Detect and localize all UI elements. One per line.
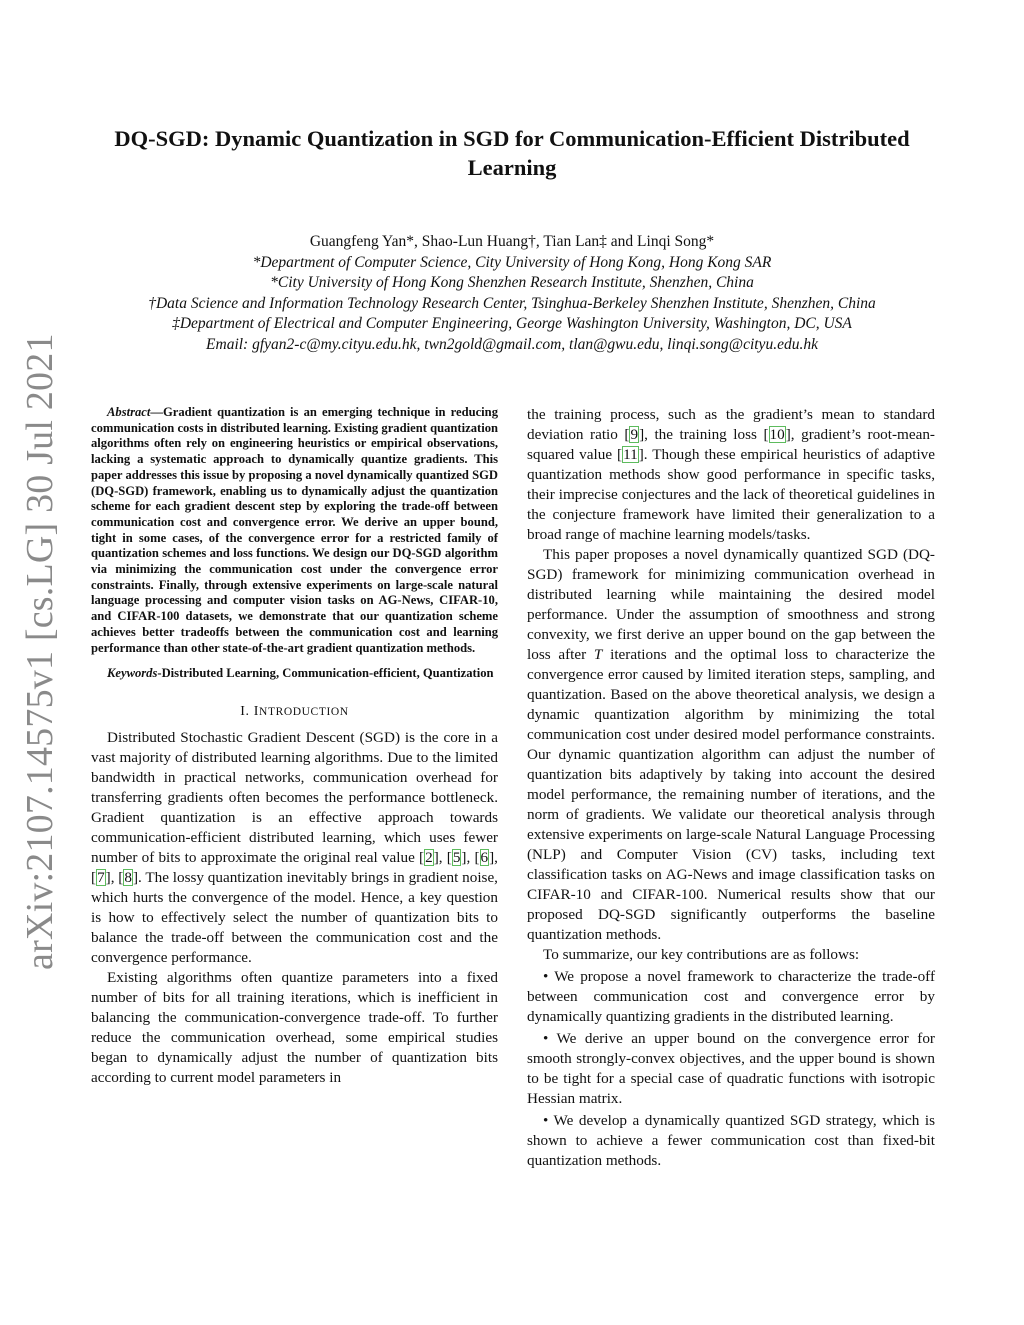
- citation-link[interactable]: 5: [452, 848, 461, 866]
- contribution-bullet: • We propose a novel framework to characterize the trade-off between communication cost and convergence error by dynamically quantizing gradients in the distributed learning.: [527, 968, 935, 1025]
- citation-link[interactable]: 7: [97, 868, 105, 886]
- intro-paragraph-2-cont: the training process, such as the gradient’s mean to standard deviation ratio [9], the training loss [10], gradient’s root-mean-squared value [11]. Though these empirical heuristics of adaptive quantization methods show good performance in specific tasks, their imprecise conjectures and the lack of theoretical guidelines in the conjecture framework have limited their generalization to a broad range of machine learning models/tasks.: [527, 406, 935, 543]
- right-column: [527, 405, 935, 1171]
- citation-link[interactable]: 10: [769, 426, 785, 443]
- section-heading-introduction: [91, 702, 498, 722]
- intro-paragraph-3: [527, 545, 935, 945]
- rp1-b: iterations and the optimal loss to characterize the convergence error caused by limited iteration steps, sampling, and quantization. Based on the above theoretical analysis, we design a dynamic quantization algorithm by minimizing the total communication cost under desired model performance constraints. Our dynamic quantization algorithm can adjust the number of quantization bits adaptively by taking into account the desired model performance, the remaining number of iterations, and the norm of gradients. We validate our theoretical analysis through extensive experiments on large-scale Natural Language Processing (NLP) and Computer Vision (CV) tasks, including text classification tasks on AG-News and image classification tasks on CIFAR-10 and CIFAR-100. Numerical results show that our proposed DQ-SGD significantly outperforms the baseline quantization methods.: [527, 646, 935, 943]
- left-column: [91, 405, 498, 1088]
- intro-p1-text: Distributed Stochastic Gradient Descent (SGD) is the core in a vast majority of distributed learning algorithms. Due to the limited bandwidth in practical networks, communication overhead for transferring gradients often becomes the performance bottleneck. Gradient quantization is an effective approach towards communication-efficient distributed learning, which uses fewer number of bits to approximate the original real value: [91, 728, 498, 866]
- keywords-text: -Distributed Learning, Communication-efficient, Quantization: [157, 666, 494, 681]
- email-line: Email: gfyan2-c@my.cityu.edu.hk, twn2gold@gmail.com, tlan@gwu.edu, linqi.song@cityu.edu.hk: [206, 335, 818, 353]
- abstract-text: —Gradient quantization is an emerging technique in reducing communication costs in distributed learning. Existing gradient quantization algorithms often rely on engineering heuristics or empirical observations, lacking a systematic approach to dynamically quantize gradients. This paper addresses this issue by proposing a novel dynamically quantized SGD (DQ-SGD) framework, enabling us to dynamically adjust the quantization scheme for each gradient descent step by exploring the trade-off between communication cost and convergence error. We derive an upper bound, tight in some cases, of the convergence error for a restricted family of quantization schemes and loss functions. We design our DQ-SGD algorithm via minimizing the communication cost under the convergence error constraints. Finally, through extensive experiments on large-scale natural language processing and computer vision tasks on AG-News, CIFAR-10, and CIFAR-100 datasets, we demonstrate that our quantization scheme achieves better tradeoffs between the communication cost and learning performance than other state-of-the-art gradient quantization methods.: [91, 405, 498, 655]
- contributions-intro: To summarize, our key contributions are as follows:: [543, 946, 860, 963]
- intro-paragraph-2: Existing algorithms often quantize parameters into a fixed number of bits for all training iterations, which is inefficient in balancing the communication-convergence trade-off. To further reduce the communication overhead, some empirical studies began to dynamically adjust the number of quantization bits according to current model parameters in: [91, 968, 498, 1086]
- keywords-label: Keywords: [107, 666, 158, 681]
- affiliation-2: *City University of Hong Kong Shenzhen Research Institute, Shenzhen, China: [270, 274, 754, 291]
- rp0-d: . Though these empirical heuristics of adaptive quantization methods show good performance in specific tasks, their imprecise conjectures and the lack of theoretical guidelines in the conjecture framework have limited their generalization to a broad range of machine learning models/tasks.: [527, 446, 935, 543]
- section-title-rest: NTRODUCTION: [259, 705, 349, 718]
- rp1-a: This paper proposes a novel dynamically quantized SGD (DQ-SGD) framework for minimizing communication overhead in distributed learning while maintaining the desired model performance. Under the assumption of smoothness and strong convexity, we first derive an upper bound on the gap between the loss after: [527, 546, 935, 663]
- arxiv-identifier-stamp: arXiv:2107.14575v1 [cs.LG] 30 Jul 2021: [19, 333, 61, 970]
- abstract: [91, 405, 498, 656]
- intro-paragraph-1: Distributed Stochastic Gradient Descent (SGD) is the core in a vast majority of distributed learning algorithms. Due to the limited bandwidth in practical networks, communication overhead for transferring gradients often becomes the performance bottleneck. Gradient quantization is an effective approach towards communication-efficient distributed learning, which uses fewer number of bits to approximate the original real value [2], [5], [6], [7], [8]. The lossy quantization inevitably brings in gradient noise, which hurts the convergence of the model. Hence, a key question is how to effectively select the number of quantization bits to balance the trade-off between the communication cost and the convergence performance.: [91, 728, 498, 966]
- keywords: [91, 666, 498, 682]
- citation-link[interactable]: 8: [124, 868, 132, 886]
- affiliation-4: ‡Department of Electrical and Computer Engineering, George Washington University, Washington, DC, USA: [172, 315, 852, 332]
- section-title-initial: I: [253, 703, 260, 719]
- section-number: I.: [240, 703, 250, 719]
- citation-link[interactable]: 11: [623, 446, 638, 463]
- contribution-bullet: • We derive an upper bound on the convergence error for smooth strongly-convex objectives, and the upper bound is shown to be tight for a special case of quadratic functions with isotropic Hessian matrix.: [527, 1030, 935, 1107]
- abstract-label: Abstract: [107, 405, 151, 419]
- author-names: Guangfeng Yan*, Shao-Lun Huang†, Tian Lan‡ and Linqi Song*: [309, 233, 715, 250]
- rp0-a: the training process, such as the gradient’s mean to standard deviation ratio: [527, 406, 935, 443]
- citation-link[interactable]: 2: [425, 848, 433, 866]
- affiliation-1: *Department of Computer Science, City University of Hong Kong, Hong Kong SAR: [252, 253, 772, 271]
- citation-link[interactable]: 9: [630, 426, 639, 443]
- rp0-c: , gradient’s root-mean-squared value: [527, 426, 935, 463]
- intro-p1-text-cont: . The lossy quantization inevitably brings in gradient noise, which hurts the convergence of the model. Hence, a key question is how to effectively select the number of quantization bits to balance the trade-off between the communication cost and the convergence performance.: [91, 868, 498, 966]
- contribution-bullet: • We develop a dynamically quantized SGD strategy, which is shown to achieve a fewer communication cost than fixed-bit quantization methods.: [527, 1112, 935, 1169]
- author-block: [80, 232, 944, 355]
- affiliation-3: †Data Science and Information Technology Research Center, Tsinghua-Berkeley Shenzhen Institute, Shenzhen, China: [148, 294, 876, 312]
- citation-link[interactable]: 6: [480, 848, 489, 866]
- rp0-b: , the training loss: [644, 426, 764, 443]
- paper-title: DQ-SGD: Dynamic Quantization in SGD for Communication-Efficient Distributed Learning: [114, 126, 910, 180]
- math-variable-t: T: [593, 646, 603, 663]
